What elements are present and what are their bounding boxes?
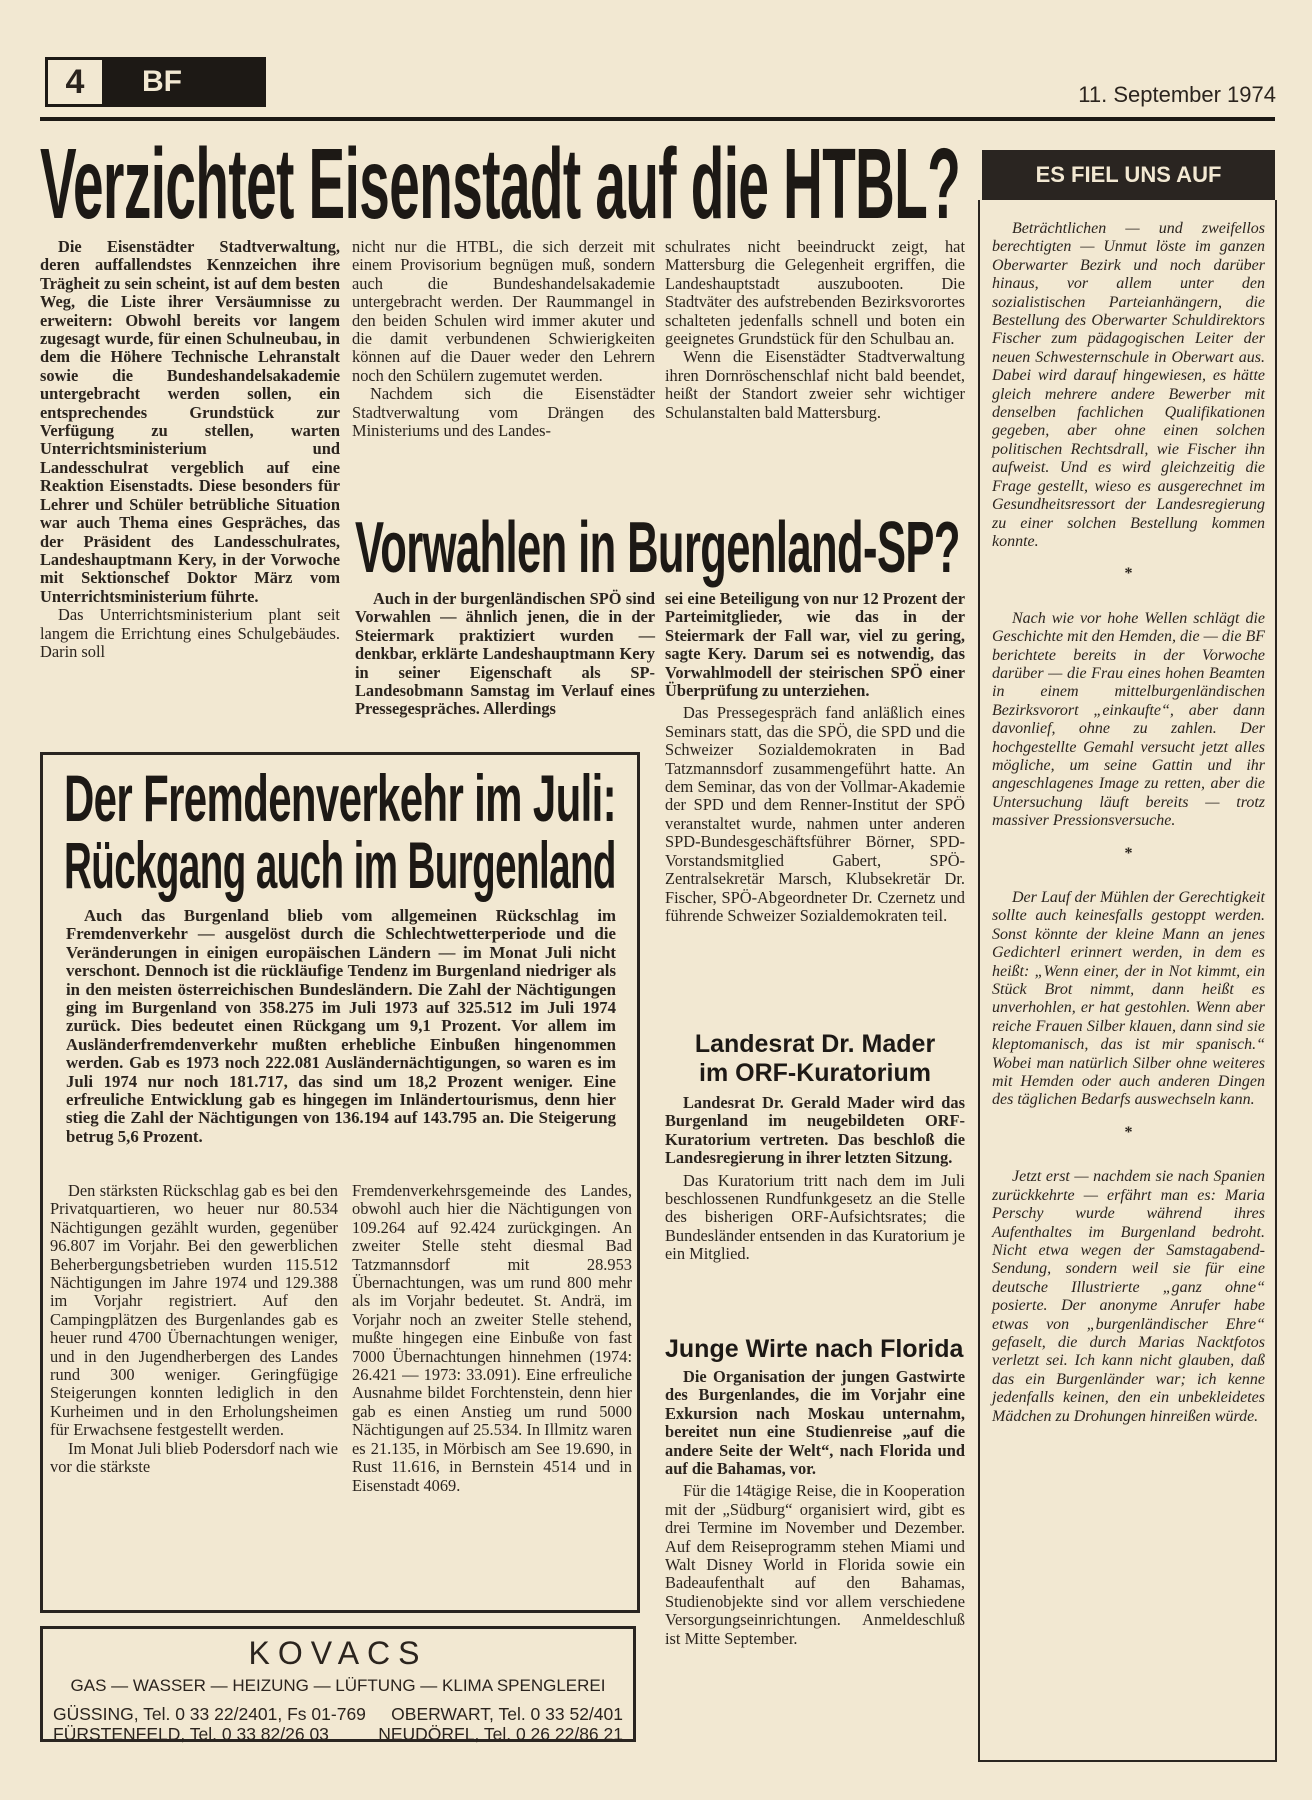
ad-company-name: KOVACS	[248, 1635, 428, 1671]
paragraph: Den stärksten Rückschlag gab es bei den Privatquartieren, wo heuer nur 80.534 Nächtigungen gezählt wurden, gegenüber 96.807 im Vorjahr. Bei den gewerblichen Beherbergungsbetrieben wurden 115.512 Nächtigungen im Jahre 1974 und 129.388 im Vorjahr registriert. Auf den Campingplätzen des Burgenlandes gab es heuer rund 4700 Übernachtungen weniger, und in den Jugendherbergen des Landes rund 300 weniger. Geringfügige Steigerungen konnten lediglich in den Kurheimen und in den Erholungsheimen für Erwachsene festgestellt werden.	[50, 1181, 338, 1440]
headline-htbl: Verzichtet Eisenstadt auf die HTBL?	[40, 128, 961, 240]
article2-col2	[665, 590, 965, 925]
headline-box	[40, 128, 961, 240]
sidebar-item: Jetzt erst — nachdem sie nach Spanien zurückkehrte — erfährt man es: Maria Perschy wurde während ihres Aufenthaltes im Burgenland bedroht. Nicht etwa wegen der Samstagabend-Sendung, sondern weil sie für eine deutsche Illustrierte „ganz ohne“ posierte. Der anonyme Anrufer habe etwas von „burgenländischer Ehre“ gefaselt, die durch Marias Nacktfotos verletzt sei. Ich kann nicht glauben, daß das ein Burgenländer war; ich kenne jedenfalls keinen, den ein unbekleidetes Mädchen zu Drohungen hinreißen würde.	[992, 1168, 1265, 1425]
paragraph: Im Monat Juli blieb Podersdorf nach wie vor die stärkste	[50, 1438, 338, 1477]
paragraph: Das Pressegespräch fand anläßlich eines Seminars statt, das die SPÖ, die SPD und die Schweizer Sozialdemokraten in Bad Tatzmannsdorf zusammengeführt hatte. An dem Seminar, das von der Vollmar-Akademie der SPD und dem Renner-Institut der SPÖ veranstaltet wurde, nahmen unter anderen SPD-Bundesgeschäftsführer Börner, SPD-Vorstandsmitglied Gabert, SPÖ-Zentralsekretär Marsch, Klubsekretär Dr. Fischer, SPÖ-Abgeordneter Dr. Czernetz und führende Schweizer Sozialdemokraten teil.	[665, 703, 965, 925]
mader-article	[665, 1030, 965, 1264]
sidebar-title: ES FIEL UNS AUF	[982, 150, 1275, 200]
paragraph: Auch in der burgenländischen SPÖ sind Vorwahlen — ähnlich jenen, die in der Steiermark praktiziert wurden — denkbar, erklärte Landeshauptmann Kery in seiner Eigenschaft als SP-Landesobmann Samstag im Verlauf eines Pressegespräches. Allerdings	[355, 589, 655, 719]
headline-box	[64, 828, 616, 902]
separator-asterisk: *	[1124, 1123, 1133, 1141]
paragraph: Wenn die Eisenstädter Stadtverwaltung ihren Dornröschenschlaf nicht bald beendet, heißt der Standort zweier sehr wichtiger Schulanstalten bald Mattersburg.	[665, 347, 965, 422]
ad-services: GAS — WASSER — HEIZUNG — LÜFTUNG — KLIMA SPENGLEREI	[70, 1676, 606, 1695]
paragraph: sei eine Beteiligung von nur 12 Prozent der Parteimitglieder, wie das in der Steiermark der Fall war, viel zu gering, sagte Kery. Darum sei es notwendig, das Vorwahlmodell der steirischen SPÖ einer Überprüfung zu unterziehen.	[665, 589, 965, 701]
headline-box	[355, 508, 960, 588]
paragraph: Die Eisenstädter Stadtverwaltung, deren auffallendstes Kennzeichen ihre Trägheit zu sein scheint, ist auf dem besten Weg, die Liste ihrer Versäumnisse zu erweitern: Obwohl bereits vor langem zugesagt wurde, für einen Schulneubau, in dem die Höhere Technische Lehranstalt sowie die Bundeshandelsakademie untergebracht werden sollen, ein entsprechendes Grundstück zur Verfügung zu stellen, warten Unterrichtsministerium und Landesschulrat vergeblich auf eine Reaktion Eisenstadts. Diese besonders für Lehrer und Schüler betrübliche Situation war auch Thema eines Gespräches, das der Präsident des Landesschulrates, Landeshauptmann Kery, in der Vorwoche mit Sektionschef Doktor März vom Unterrichtsministerium führte.	[40, 237, 340, 606]
paragraph: Das Unterrichtsministerium plant seit langem die Errichtung eines Schulgebäudes. Darin soll	[40, 605, 340, 661]
paragraph: Fremdenverkehrsgemeinde des Landes, obwohl auch hier die Nächtigungen von 109.264 auf 92.424 zurückgingen. An zweiter Stelle steht diesmal Bad Tatzmannsdorf mit 28.953 Übernachtungen, was um rund 800 mehr als im Vorjahr bedeutet. St. Andrä, im Vorjahr noch an zweiter Stelle stehend, mußte hingegen eine Einbuße von fast 7000 Übernachtungen hinnehmen (1974: 26.421 — 1973: 33.091). Eine erfreuliche Ausnahme bildet Forchtenstein, denn hier gab es einen Anstieg um rund 5000 Nächtigungen auf 25.534. In Illmitz waren es 21.135, in Mörbisch am See 19.690, in Rust 11.616, in Bernstein 4514 und in Eisenstadt 4069.	[352, 1181, 632, 1495]
headline-tourism-line2: Rückgang auch im Burgenland	[64, 828, 616, 902]
paragraph: Für die 14tägige Reise, die in Kooperation mit der „Südburg“ organisiert wird, gibt es drei Termine im November und Dezember. Auf dem Reiseprogramm stehen Miami und Walt Disney World in Florida sowie ein Badeaufenthalt auf den Bahamas, Studienobjekte sind vor allem verschiedene Versorgungseinrichtungen. Anmeldeschluß ist Mitte September.	[665, 1481, 965, 1648]
headline-tourism-line1: Der Fremdenverkehr im Juli:	[64, 761, 616, 835]
florida-article	[665, 1335, 965, 1648]
header-rule	[40, 117, 1275, 121]
paragraph: Auch das Burgenland blieb vom allgemeinen Rückschlag im Fremdenverkehr — ausgelöst durch die Schlechtwetterperiode und die Veränderungen in einigen europäischen Ländern — im Monat Juli nicht verschont. Dennoch ist die rückläufige Tendenz im Burgenland niedriger als in den meisten österreichischen Bundesländern. Die Zahl der Nächtigungen ging im Burgenland von 358.275 im Juli 1973 auf 325.512 im Juli 1974 zurück. Dies bedeutet einen Rückgang um 9,1 Prozent. Vor allem im Ausländerfremdenverkehr mußten erhebliche Einbußen hingenommen werden. Gab es 1973 noch 222.081 Ausländernächtigungen, so waren es im Juli 1974 nur noch 181.717, das sind um 18,2 Prozent weniger. Eine erfreuliche Entwicklung gab es hingegen im Inländertourismus, denn hier stieg die Zahl der Nächtigungen von 136.194 auf 143.795 an. Die Steigerung betrug 5,6 Prozent.	[66, 906, 616, 1146]
paragraph: nicht nur die HTBL, die sich derzeit mit einem Provisorium begnügen muß, sondern auch die Bundeshandelsakademie untergebracht werden. Der Raummangel in den beiden Schulen wird immer akuter und die damit verbundenen Schwierigkeiten können auf die Dauer weder den Lehrern noch den Schülern zugemutet werden.	[352, 237, 655, 385]
article2-col1	[355, 590, 655, 719]
article1-col1	[40, 238, 340, 661]
headline-florida: Junge Wirte nach Florida	[665, 1335, 964, 1363]
page-number: 4	[48, 60, 102, 104]
tourism-col2	[352, 1182, 632, 1495]
paragraph: Das Kuratorium tritt nach dem im Juli beschlossenen Rundfunkgesetz an die Stelle des bisherigen ORF-Aufsichtsrates; die Bundesländer entsenden in das Kuratorium je ein Mitglied.	[665, 1170, 965, 1264]
paragraph: Nachdem sich die Eisenstädter Stadtverwaltung vom Drängen des Ministeriums und des Landes-	[352, 384, 655, 441]
article1-col3	[665, 238, 965, 422]
paragraph: Landesrat Dr. Gerald Mader wird das Burgenland im neugebildeten ORF-Kuratorium vertreten. Das beschloß die Landesregierung in ihrer letzten Sitzung.	[665, 1093, 965, 1168]
headline-box	[64, 761, 616, 835]
sidebar-column	[978, 200, 1277, 1762]
sidebar-item: Nach wie vor hohe Wellen schlägt die Geschichte mit den Hemden, die — die BF berichtete bereits in der Vorwoche darüber — die Frau eines hohen Beamten in einem mittelburgenländischen Bezirksvorort „einkaufte“, aber dann davonlief, ohne zu zahlen. Der hochgestellte Gemahl versucht jetzt alles mögliche, um seine Gattin und ihr angeschlagenes Image zu retten, aber die Untersuchung läuft bereits — trotz massiver Pressionsversuche.	[992, 609, 1265, 830]
ad-address: OBERWART, Tel. 0 33 52/401	[391, 1704, 623, 1724]
ad-address: FÜRSTENFELD, Tel. 0 33 82/26 03	[53, 1724, 329, 1744]
headline-mader-line2: im ORF-Kuratorium	[699, 1059, 931, 1087]
page-header-box	[45, 57, 266, 107]
tourism-col1	[50, 1182, 338, 1477]
sidebar-item: Der Lauf der Mühlen der Gerechtigkeit sollte auch keinesfalls gestoppt werden. Sonst könnte der kleine Mann an jenes Gedichterl erinnert werden, in dem es heißt: „Wenn einer, der in Not kimmt, ein Stück Brot nimmt, dann heißt es unverhohlen, er hat gestohlen. Wenn aber reiche Frauen Silber klauen, dann sind sie kleptomanisch, das ist mir spanisch.“ Wobei man natürlich Silber ohne weiteres mit Hemden oder auch anderen Dingen des täglichen Bedarfs auswechseln kann.	[992, 889, 1265, 1109]
paragraph: Die Organisation der jungen Gastwirte des Burgenlandes, die im Vorjahr eine Exkursion nach Moskau unternahm, bereitet nun eine Studienreise „auf die andere Seite der Welt“, nach Florida und auf die Bahamas, vor.	[665, 1367, 965, 1479]
tourism-lead	[66, 907, 616, 1146]
ad-address: GÜSSING, Tel. 0 33 22/2401, Fs 01-769	[53, 1704, 366, 1724]
paper-abbrev: BF	[142, 65, 182, 98]
separator-asterisk: *	[1124, 844, 1133, 862]
separator-asterisk: *	[1124, 565, 1133, 583]
article1-col2	[352, 238, 655, 440]
kovacs-advertisement	[40, 1626, 636, 1742]
ad-address: NEUDÖRFL, Tel. 0 26 22/86 21	[378, 1724, 623, 1744]
sidebar-item: Beträchtlichen — und zweifellos berechtigten — Unmut löste im ganzen Oberwarter Bezirk und noch darüber hinaus, vor allem unter den sozialistischen Parteianhängern, die Bestellung des Oberwarter Schuldirektors Fischer zum pädagogischen Leiter der neuen Schwesternschule in Oberwart aus. Dabei wird darauf hingewiesen, es hätte gleich mehrere andere Bewerber mit denselben fachlichen Qualifikationen gegeben, aber ohne einen solchen politischen Rechtsdrall, wie Fischer ihn aufweist. Und es wird gleichzeitig die Frage gestellt, wieso es ausgerechnet im Gesundheitsressort der Landesregierung zu einer solchen Bestellung kommen konnte.	[992, 220, 1265, 550]
paragraph: schulrates nicht beeindruckt zeigt, hat Mattersburg die Gelegenheit ergriffen, die Landeshauptstadt auszubooten. Die Stadtväter des aufstrebenden Bezirksvorortes schalteten jedenfalls schnell und boten ein geeignetes Grundstück für den Schulbau an.	[665, 237, 965, 349]
issue-date: 11. September 1974	[1078, 82, 1276, 107]
headline-mader-line1: Landesrat Dr. Mader	[694, 1030, 936, 1058]
headline-vorwahlen: Vorwahlen in Burgenland-SP?	[355, 508, 960, 588]
